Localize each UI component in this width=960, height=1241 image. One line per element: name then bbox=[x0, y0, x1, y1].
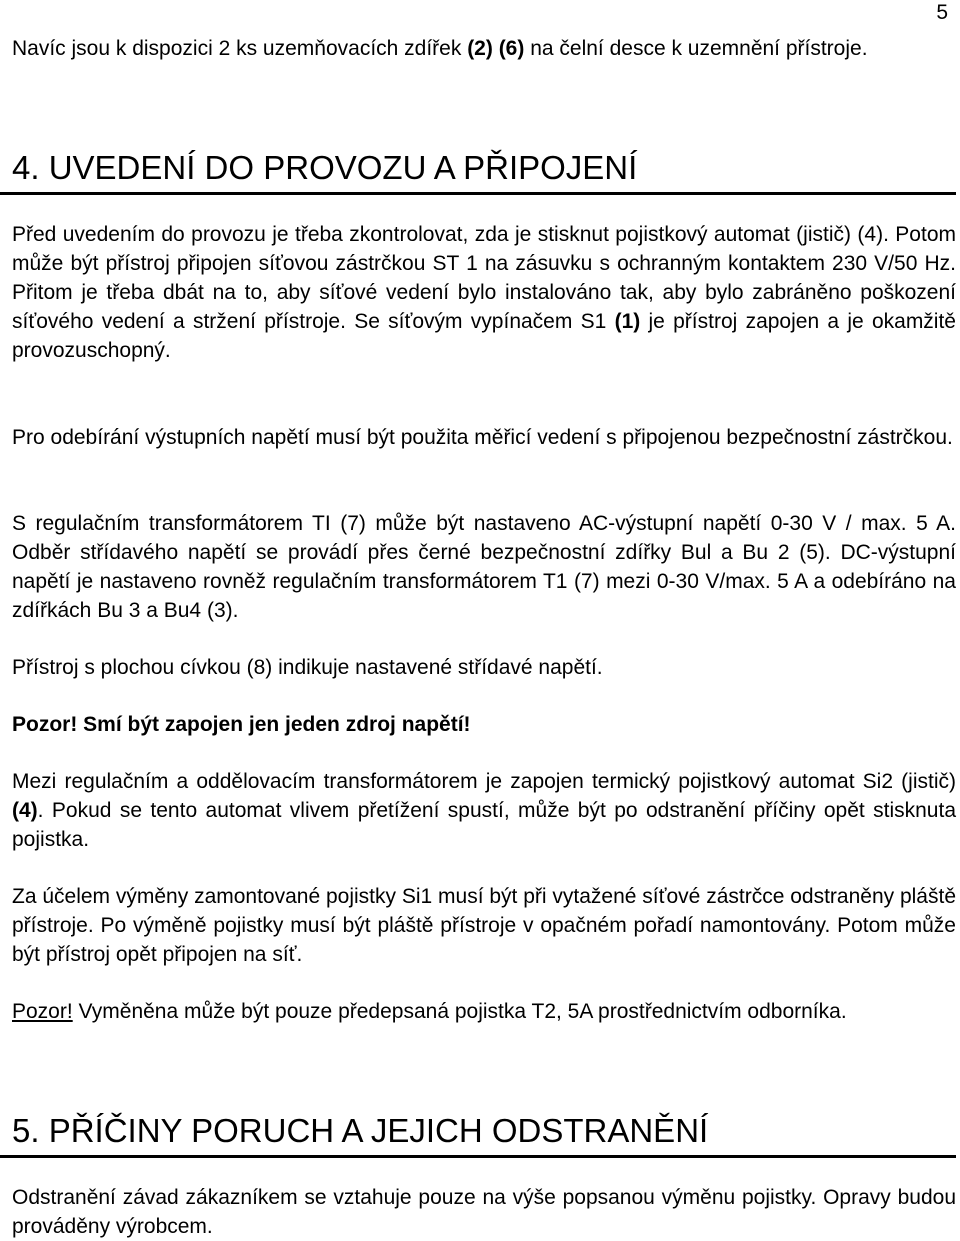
intro-text-1: Navíc jsou k dispozici 2 ks uzemňovacích zdířek bbox=[12, 37, 468, 60]
page-number: 5 bbox=[936, 1, 948, 24]
paragraph-5-reference: (4) bbox=[12, 799, 38, 822]
section-4-paragraph-2: Pro odebírání výstupních napětí musí být použita měřicí vedení s připojenou bezpečnostní zástrčkou. bbox=[12, 426, 953, 449]
intro-paragraph bbox=[12, 34, 956, 63]
paragraph-1-text-1: Před uvedením do provozu je třeba zkontrolovat, zda je stisknut pojistkový automat (jistič) (4). Potom může být přístroj připojen síťovou zástrčkou ST 1 na zásuvku s ochranným kontaktem 230 V/50 Hz. Přitom je třeba dbát na to, aby síťové vedení bylo instalováno tak, aby bylo zabráněno poškození síťového vedení a stržení přístroje. Se síťovým vypínačem S1 bbox=[12, 223, 956, 333]
section-4-paragraph-5 bbox=[12, 767, 956, 854]
intro-reference: (2) (6) bbox=[467, 37, 525, 60]
paragraph-1-reference: (1) bbox=[614, 310, 641, 333]
section-5-heading-rule bbox=[0, 1155, 956, 1158]
section-4-paragraph-4: Přístroj s plochou cívkou (8) indikuje nastavené střídavé napětí. bbox=[12, 656, 603, 679]
paragraph-7-text: Vyměněna může být pouze předepsaná pojistka T2, 5A prostřednictvím odborníka. bbox=[72, 1000, 847, 1023]
section-4-paragraph-6: Za účelem výměny zamontované pojistky Si1 musí být při vytažené síťové zástrčce odstraněny pláště přístroje. Po výměně pojistky musí být pláště přístroje v opačném pořadí namontovány. Potom může být přístroj opět připojen na síť. bbox=[12, 885, 956, 966]
pozor-label: Pozor! bbox=[12, 1000, 73, 1023]
section-5-paragraph-1: Odstranění závad zákazníkem se vztahuje pouze na výše popsanou výměnu pojistky. Opravy budou prováděny výrobcem. bbox=[12, 1186, 956, 1238]
paragraph-1-text-2: je přístroj zapojen a je okamžitě provozuschopný. bbox=[12, 310, 956, 362]
paragraph-5-text-1: Mezi regulačním a oddělovacím transformátorem je zapojen termický pojistkový automat Si2 (jistič) bbox=[12, 770, 956, 793]
paragraph-5-text-2: . Pokud se tento automat vlivem přetížení spustí, může být po odstranění příčiny opět stisknuta pojistka. bbox=[12, 799, 956, 851]
section-4-paragraph-7 bbox=[12, 997, 956, 1026]
section-4-paragraph-1 bbox=[12, 220, 956, 365]
section-4-paragraph-3: S regulačním transformátorem TI (7) může být nastaveno AC-výstupní napětí 0-30 V / max. 5 A. Odběr střídavého napětí se provádí přes černé bezpečnostní zdířky Bul a Bu 2 (5). DC-výstupní napětí je nastaveno rovněž regulačním transformátorem T1 (7) mezi 0-30 V/max. 5 A a odebíráno na zdířkách Bu 3 a Bu4 (3). bbox=[12, 512, 956, 622]
section-4-heading: 4. UVEDENÍ DO PROVOZU A PŘIPOJENÍ bbox=[12, 149, 638, 186]
section-5-heading: 5. PŘÍČINY PORUCH A JEJICH ODSTRANĚNÍ bbox=[12, 1112, 709, 1149]
section-4-warning: Pozor! Smí být zapojen jen jeden zdroj napětí! bbox=[12, 713, 471, 736]
intro-text-2: na čelní desce k uzemnění přístroje. bbox=[524, 37, 868, 60]
section-4-heading-rule bbox=[0, 192, 956, 195]
